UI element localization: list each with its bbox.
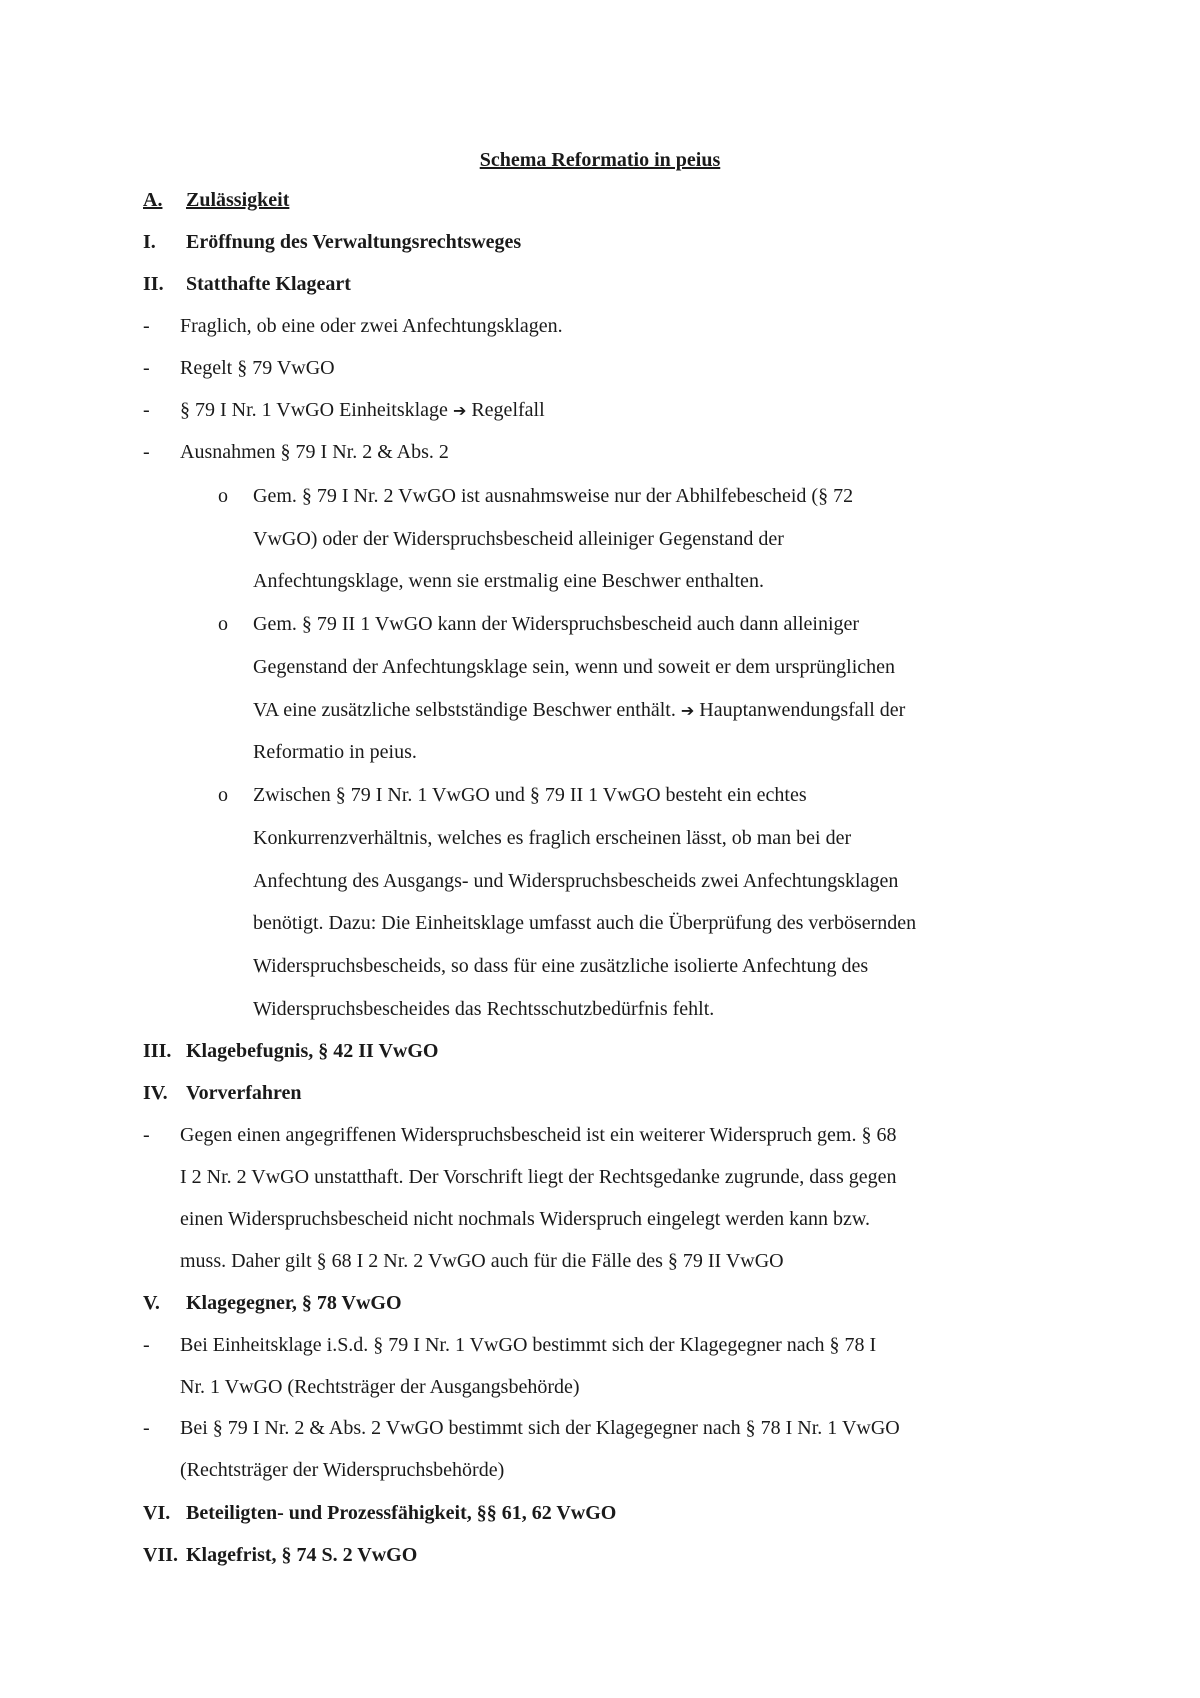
dash-bullet: - <box>143 315 150 337</box>
dash-bullet: - <box>143 1124 150 1146</box>
section-number: III. <box>143 1040 172 1062</box>
dash-bullet: - <box>143 1417 150 1439</box>
section-label: Beteiligten- und Prozessfähigkeit, §§ 61, 62 VwGO <box>186 1502 617 1524</box>
arrow-right-icon: ➔ <box>452 401 467 420</box>
section-number: IV. <box>143 1082 168 1104</box>
section-number: II. <box>143 273 164 295</box>
section-number: V. <box>143 1292 160 1314</box>
arrow-right-icon: ➔ <box>680 701 695 720</box>
dash-bullet: - <box>143 441 150 463</box>
circle-bullet: o <box>218 613 228 635</box>
section-number: A. <box>143 189 163 211</box>
section-label: Klagefrist, § 74 S. 2 VwGO <box>186 1544 418 1566</box>
section-label: Zulässigkeit <box>186 189 290 211</box>
section-label: Klagebefugnis, § 42 II VwGO <box>186 1040 439 1062</box>
section-number: VI. <box>143 1502 171 1524</box>
dash-bullet: - <box>143 1334 150 1356</box>
section-number: VII. <box>143 1544 179 1566</box>
section-number: I. <box>143 231 156 253</box>
dash-bullet: - <box>143 357 150 379</box>
section-label: Klagegegner, § 78 VwGO <box>186 1292 402 1314</box>
circle-bullet: o <box>218 784 228 806</box>
circle-bullet: o <box>218 485 228 507</box>
section-label: Eröffnung des Verwaltungsrechtsweges <box>186 231 522 253</box>
document-page: Schema Reformatio in peius A. Zulässigkeit I. Eröffnung des Verwaltungsrechtsweges II. Statthafte Klageart - Fraglich, ob eine oder zwei Anfechtungsklagen. - Regelt § 79 VwGO - § 79 I Nr. 1 VwGO Einheitsklage ➔ Regelfall - Ausnahmen § 79 I Nr. 2 & Abs. 2 o Gem. § 79 I Nr. 2 VwGO ist ausnahmsweise nur der Abhilfebescheid (§ 72 VwGO) oder der Widerspruchsbescheid alleiniger Gegenstand der Anfechtungsklage, wenn sie erstmalig eine Beschwer enthalten. o Gem. § 79 II 1 VwGO kann der Widerspruchsbescheid auch dann alleiniger Gegenstand der Anfechtungsklage sein, wenn und soweit er dem ursprünglichen VA eine zusätzliche selbstständige Beschwer enthält. ➔ Hauptanwendungsfall der Reformatio in peius. o Zwischen § 79 I Nr. 1 VwGO und § 79 II 1 VwGO besteht ein echtes Konkurrenzverhältnis, welches es fraglich erscheinen lässt, ob man bei der Anfechtung des Ausgangs- und Widerspruchsbescheids zwei Anfechtungsklagen benötigt. Dazu: Die Einheitsklage umfasst auch die Überprüfung des verbösernden Widerspruchsbescheids, so dass für eine zusätzliche isolierte Anfechtung des Widerspruchsbescheides das Rechtsschutzbedürfnis fehlt. III. Klagebefugnis, § 42 II VwGO IV. Vorverfahren - Gegen einen angegriffenen Widerspruchsbescheid ist ein weiterer Widerspruch gem. § 68 I 2 Nr. 2 VwGO unstatthaft. Der Vorschrift liegt der Rechtsgedanke zugrunde, dass gegen einen Widerspruchsbescheid nicht nochmals Widerspruch eingelegt werden kann bzw. muss. Daher gilt § 68 I 2 Nr. 2 VwGO auch für die Fälle des § 79 II VwGO V. Klagegegner, § 78 VwGO - Bei Einheitsklage i.S.d. § 79 I Nr. 1 VwGO bestimmt sich der Klagegegner nach § 78 I Nr. 1 VwGO (Rechtsträger der Ausgangsbehörde) - Bei § 79 I Nr. 2 & Abs. 2 VwGO bestimmt sich der Klagegegner nach § 78 I Nr. 1 VwGO (Rechtsträger der Widerspruchsbehörde) VI. Beteiligten- und Prozessfähigkeit, §§ 61, 62 VwGO VII. Klagefrist, § 74 S. 2 VwGO <box>0 0 1200 1698</box>
page-title: Schema Reformatio in peius <box>479 149 721 171</box>
section-label: Statthafte Klageart <box>186 273 351 295</box>
dash-bullet: - <box>143 399 150 421</box>
section-label: Vorverfahren <box>186 1082 302 1104</box>
